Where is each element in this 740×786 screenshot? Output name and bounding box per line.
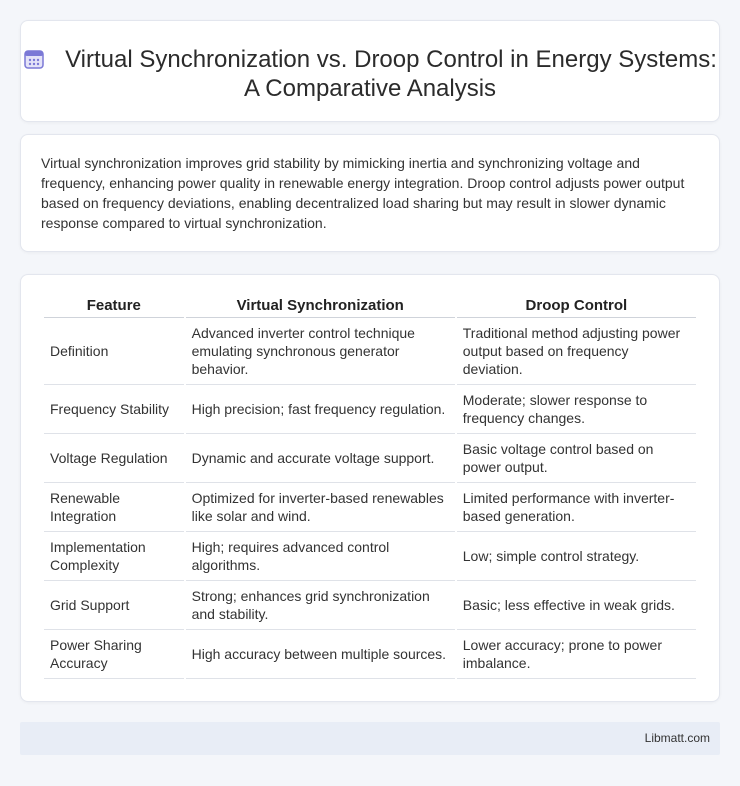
virtual-sync-cell: Dynamic and accurate voltage support.: [186, 434, 455, 483]
header-virtual-synchronization: Virtual Synchronization: [186, 296, 455, 318]
droop-cell: Low; simple control strategy.: [457, 532, 696, 581]
droop-cell: Traditional method adjusting power output based on frequency deviation.: [457, 318, 696, 385]
feature-cell: Renewable Integration: [44, 483, 184, 532]
summary-text: Virtual synchronization improves grid stability by mimicking inertia and synchronizing voltage and frequency, enhancing power quality in renewable energy integration. Droop control adjusts power output based on frequency deviations, enabling decentralized load sharing but may result in slower dynamic response compared to virtual synchronization.: [41, 155, 685, 231]
virtual-sync-cell: High; requires advanced control algorithms.: [186, 532, 455, 581]
droop-cell: Basic; less effective in weak grids.: [457, 581, 696, 630]
feature-cell: Power Sharing Accuracy: [44, 630, 184, 679]
table-row: [44, 532, 696, 581]
title-wrap: [21, 45, 719, 103]
calendar-icon: [23, 48, 45, 70]
table-row: [44, 630, 696, 679]
page-title: [21, 45, 719, 103]
virtual-sync-cell: Advanced inverter control technique emulating synchronous generator behavior.: [186, 318, 455, 385]
header-feature: Feature: [44, 296, 184, 318]
feature-cell: Grid Support: [44, 581, 184, 630]
feature-cell: Implementation Complexity: [44, 532, 184, 581]
droop-cell: Limited performance with inverter-based generation.: [457, 483, 696, 532]
table-row: [44, 483, 696, 532]
feature-cell: Voltage Regulation: [44, 434, 184, 483]
virtual-sync-cell: High accuracy between multiple sources.: [186, 630, 455, 679]
page-title-text: Virtual Synchronization vs. Droop Control in Energy Systems: A Comparative Analysis: [65, 46, 717, 102]
virtual-sync-cell: Optimized for inverter-based renewables like solar and wind.: [186, 483, 455, 532]
table-row: [44, 318, 696, 385]
droop-cell: Moderate; slower response to frequency changes.: [457, 385, 696, 434]
header-droop-control: Droop Control: [457, 296, 696, 318]
virtual-sync-cell: High precision; fast frequency regulation.: [186, 385, 455, 434]
table-header-row: [44, 296, 696, 318]
footer-site-link[interactable]: Libmatt.com: [644, 731, 710, 745]
virtual-sync-cell: Strong; enhances grid synchronization and stability.: [186, 581, 455, 630]
table-row: [44, 385, 696, 434]
title-card: [20, 20, 720, 122]
comparison-card: [20, 274, 720, 702]
summary-card: [20, 134, 720, 252]
feature-cell: Definition: [44, 318, 184, 385]
table-row: [44, 581, 696, 630]
table-row: [44, 434, 696, 483]
droop-cell: Lower accuracy; prone to power imbalance.: [457, 630, 696, 679]
droop-cell: Basic voltage control based on power output.: [457, 434, 696, 483]
footer: [20, 722, 720, 755]
comparison-table: [42, 296, 698, 679]
feature-cell: Frequency Stability: [44, 385, 184, 434]
